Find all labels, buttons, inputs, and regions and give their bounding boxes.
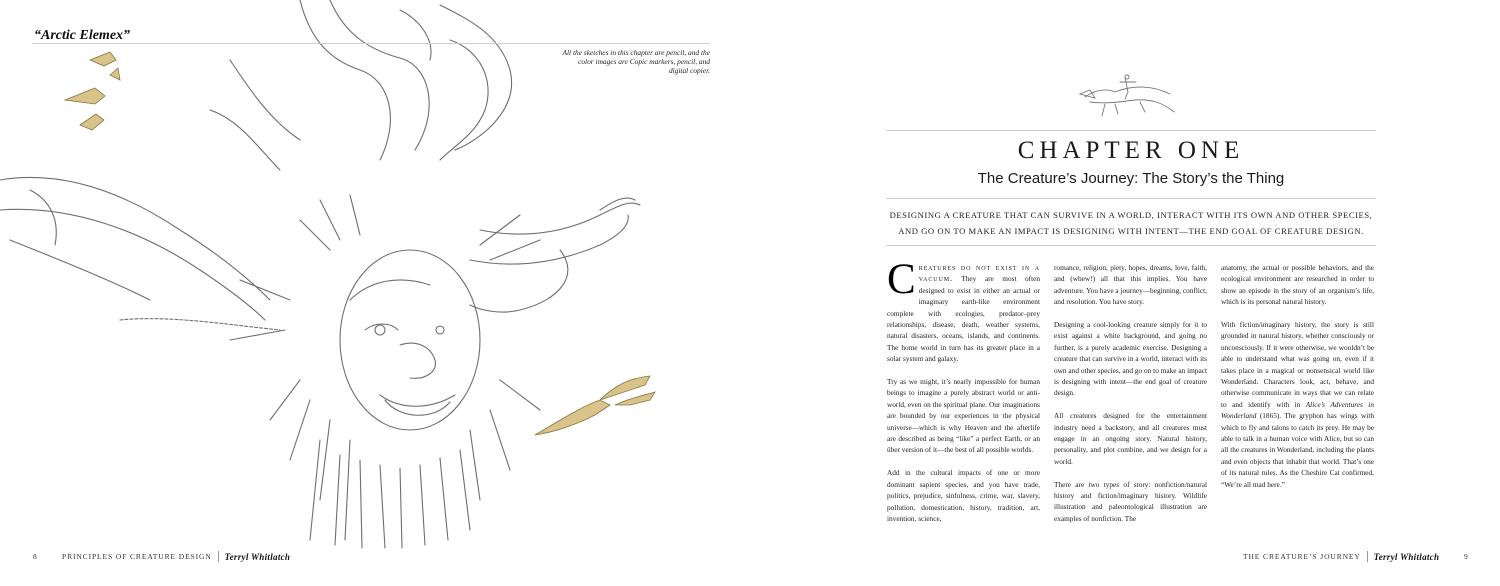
rider-vignette-illustration: [1070, 72, 1180, 120]
artwork-caption: All the sketches in this chapter are pencil, and the color images are Copic markers, pencil, and digital copier.: [560, 48, 710, 76]
paragraph: [887, 256, 1040, 365]
drop-cap: C: [887, 256, 916, 303]
page-number-left: 8: [33, 552, 37, 561]
paragraph: Add in the cultural impacts of one or more dominant sapient species, and you have trade, politics, prejudice, sinfulness, crime, war, slavery, pollution, domestication, history, tradition, art, invention, science,: [887, 468, 1040, 523]
footer-separator: [1367, 551, 1368, 562]
text-column-1: [887, 256, 1040, 524]
book-reference: Alice’s Adventures in Wonderland: [1221, 399, 1374, 421]
text-column-3: [1221, 262, 1374, 524]
text-column-2: [1054, 262, 1207, 524]
right-page: [750, 0, 1500, 586]
paragraph: romance, religion, piety, hopes, dreams, love, faith, and (whew!) all that this implies. You have adventure. You have a journey—beginning, conflict, and resolution. You have story.: [1054, 263, 1207, 307]
paragraph: [1221, 319, 1374, 490]
body-text-columns: [887, 256, 1375, 524]
artwork-title: “Arctic Elemex”: [34, 28, 131, 43]
footer-separator: [218, 551, 219, 562]
paragraph: Try as we might, it’s nearly impossible for human beings to imagine a purely abstract world or anti-world, even on the spiritual plane. Our imaginations are bounded by our experiences in the physical universe—which is why Heaven and the afterlife are described as being “like” a perfect Earth, or an über version of it—the best of all possible worlds.: [887, 377, 1040, 455]
lead-in: reatures do not exist in a vacuum.: [918, 263, 1040, 284]
chapter-number: CHAPTER ONE: [1017, 137, 1245, 164]
title-rule: [32, 43, 710, 44]
paragraph-text: (1865). The gryphon has wings with which to fly and talons to catch its prey. He may be able to talk in a human voice with Alice, but so can all the creatures in Wonderland, including the plants and even objects that inhabit that world. That’s one of its natural rules. As the Cheshire Cat confirmed, “We’re all mad here.”: [1221, 411, 1374, 489]
chapter-intro-deck: DESIGNING A CREATURE THAT CAN SURVIVE IN A WORLD, INTERACT WITH ITS OWN AND OTHER SPECIES, AND GO ON TO MAKE AN IMPACT IS DESIGNING WITH INTENT—THE END GOAL OF CREATURE DESIGN.: [889, 210, 1373, 236]
author-name: Terryl Whitlatch: [1373, 551, 1440, 562]
paragraph: All creatures designed for the entertainment industry need a backstory, and all creatures must engage in an ongoing story. Natural history, personality, and plot combine, and we design for a world.: [1054, 411, 1207, 466]
creature-sketch-illustration: [0, 0, 720, 550]
header-rule-middle: [886, 198, 1376, 199]
header-rule-top: [886, 130, 1376, 131]
paragraph: anatomy, the actual or possible behaviors, and the ecological environment are researched in order to show an episode in the story of an organism’s life, which is its personal natural history.: [1221, 263, 1374, 307]
page-number-right: 9: [1464, 552, 1468, 561]
chapter-running-title: THE CREATURE’S JOURNEY: [1243, 552, 1361, 561]
paragraph-text: They are most often designed to exist in either an actual or imaginary earth-like environment complete with ecologies, predator–prey relationships, disease, death, weather systems, natural disasters, oceans, islands, and continents. The home world in turn has its greater place in a solar system and galaxy.: [887, 274, 1040, 364]
paragraph: There are two types of story: nonfiction/natural history and fiction/imaginary history. Wildlife illustration and paleontological illustration are examples of nonfiction. The: [1054, 479, 1207, 523]
paragraph-text: With fiction/imaginary history, the story is still grounded in natural history, whether consciously or unconsciously. If it were otherwise, we wouldn’t be able to understand what was going on, even if it takes place in a magical or nonsensical world like Wonderland. Characters look, act, behave, and otherwise communicate in ways that we can relate to and identify with in: [1221, 320, 1374, 409]
running-head-left: [62, 551, 290, 562]
chapter-title: The Creature’s Journey: The Story’s the Thing: [977, 170, 1285, 187]
author-name: Terryl Whitlatch: [224, 551, 291, 562]
header-rule-bottom: [886, 245, 1376, 246]
paragraph: Designing a cool-looking creature simply for it to exist against a white background, and going no further, is a purely academic exercise. Designing a creature that can survive in a world, interact with its own and other species, and go on to make an impact is designing with intent—the end goal of creature design.: [1054, 320, 1207, 398]
running-head-right: [1243, 551, 1439, 562]
book-title: PRINCIPLES OF CREATURE DESIGN: [62, 552, 212, 561]
